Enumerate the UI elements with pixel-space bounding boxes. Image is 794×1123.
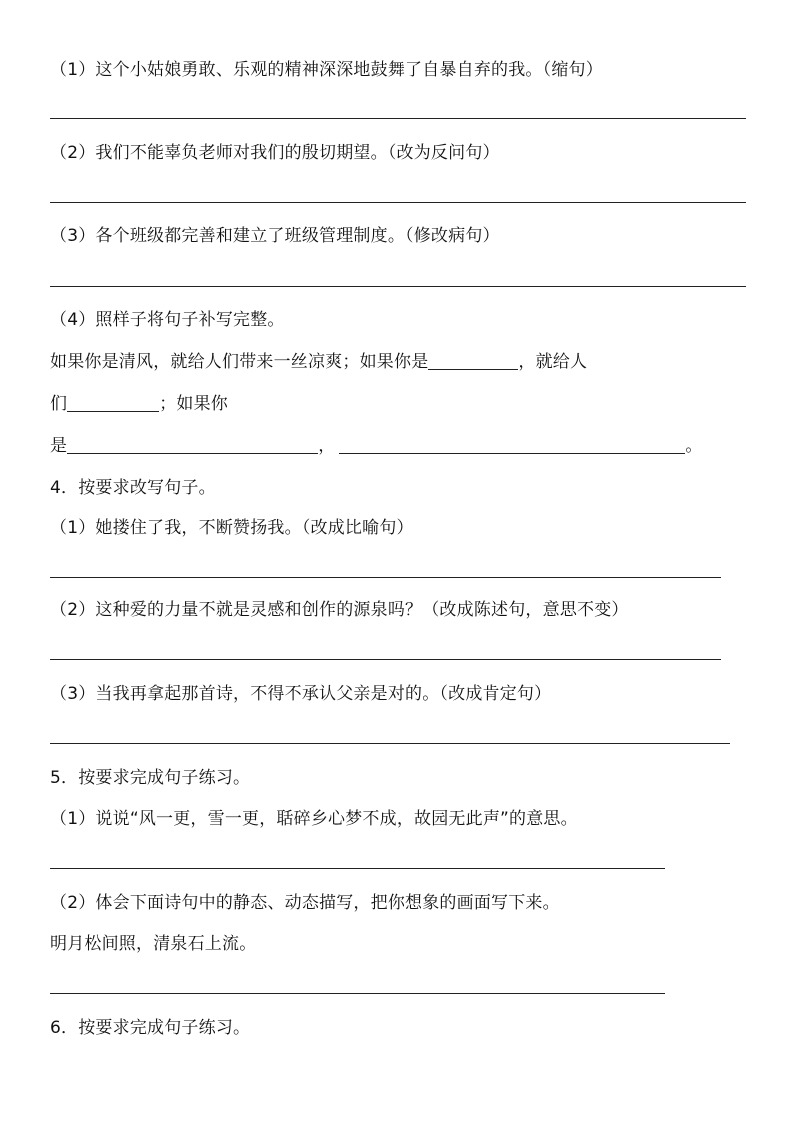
q3-example-text-f: ，: [318, 436, 336, 456]
answer-line-q4-1[interactable]: [50, 577, 721, 578]
q3-item-1: （1）这个小姑娘勇敢、乐观的精神深深地鼓舞了自暴自弃的我。（缩句）: [50, 60, 603, 80]
q5-item-2: （2）体会下面诗句中的静态、动态描写，把你想象的画面写下来。: [50, 893, 560, 913]
q3-example-text-d: ；如果你: [159, 394, 229, 414]
q3-example-text-c: 们: [50, 394, 68, 414]
q4-heading: 4．按要求改写句子。: [50, 478, 216, 498]
q3-item-3: （3）各个班级都完善和建立了班级管理制度。（修改病句）: [50, 226, 500, 246]
q5-heading: 5．按要求完成句子练习。: [50, 768, 251, 788]
q3-example-line-2: [50, 393, 228, 415]
answer-line-q4-3[interactable]: [50, 743, 730, 744]
answer-line-q4-2[interactable]: [50, 659, 721, 660]
q5-item-1: （1）说说“风一更，雪一更，聒碎乡心梦不成，故园无此声”的意思。: [50, 809, 578, 829]
q3-example-text-g: 。: [685, 436, 703, 456]
q4-item-2: （2）这种爱的力量不就是灵感和创作的源泉吗？（改成陈述句，意思不变）: [50, 600, 629, 620]
answer-line-q3-1[interactable]: [50, 118, 746, 119]
q3-example-text-b: ，就给人: [518, 352, 588, 372]
fill-blank-4[interactable]: [339, 435, 685, 454]
q5-poem-line: 明月松间照，清泉石上流。: [50, 934, 257, 954]
fill-blank-3[interactable]: [67, 435, 318, 454]
answer-line-q5-1[interactable]: [50, 868, 665, 869]
q6-heading: 6．按要求完成句子练习。: [50, 1018, 251, 1038]
fill-blank-2[interactable]: [67, 393, 159, 412]
answer-line-q5-2[interactable]: [50, 993, 665, 994]
answer-line-q3-2[interactable]: [50, 202, 746, 203]
q3-example-line-1: [50, 351, 587, 373]
answer-line-q3-3[interactable]: [50, 286, 746, 287]
q4-item-3: （3）当我再拿起那首诗，不得不承认父亲是对的。（改成肯定句）: [50, 684, 552, 704]
q3-item-4: （4）照样子将句子补写完整。: [50, 310, 285, 330]
q3-example-line-3: [50, 435, 703, 457]
q4-item-1: （1）她搂住了我，不断赞扬我。（改成比喻句）: [50, 518, 414, 538]
q3-item-2: （2）我们不能辜负老师对我们的殷切期望。（改为反问句）: [50, 143, 500, 163]
q3-example-text-a: 如果你是清风，就给人们带来一丝凉爽；如果你是: [50, 352, 429, 372]
q3-example-text-e: 是: [50, 436, 68, 456]
fill-blank-1[interactable]: [428, 351, 518, 370]
